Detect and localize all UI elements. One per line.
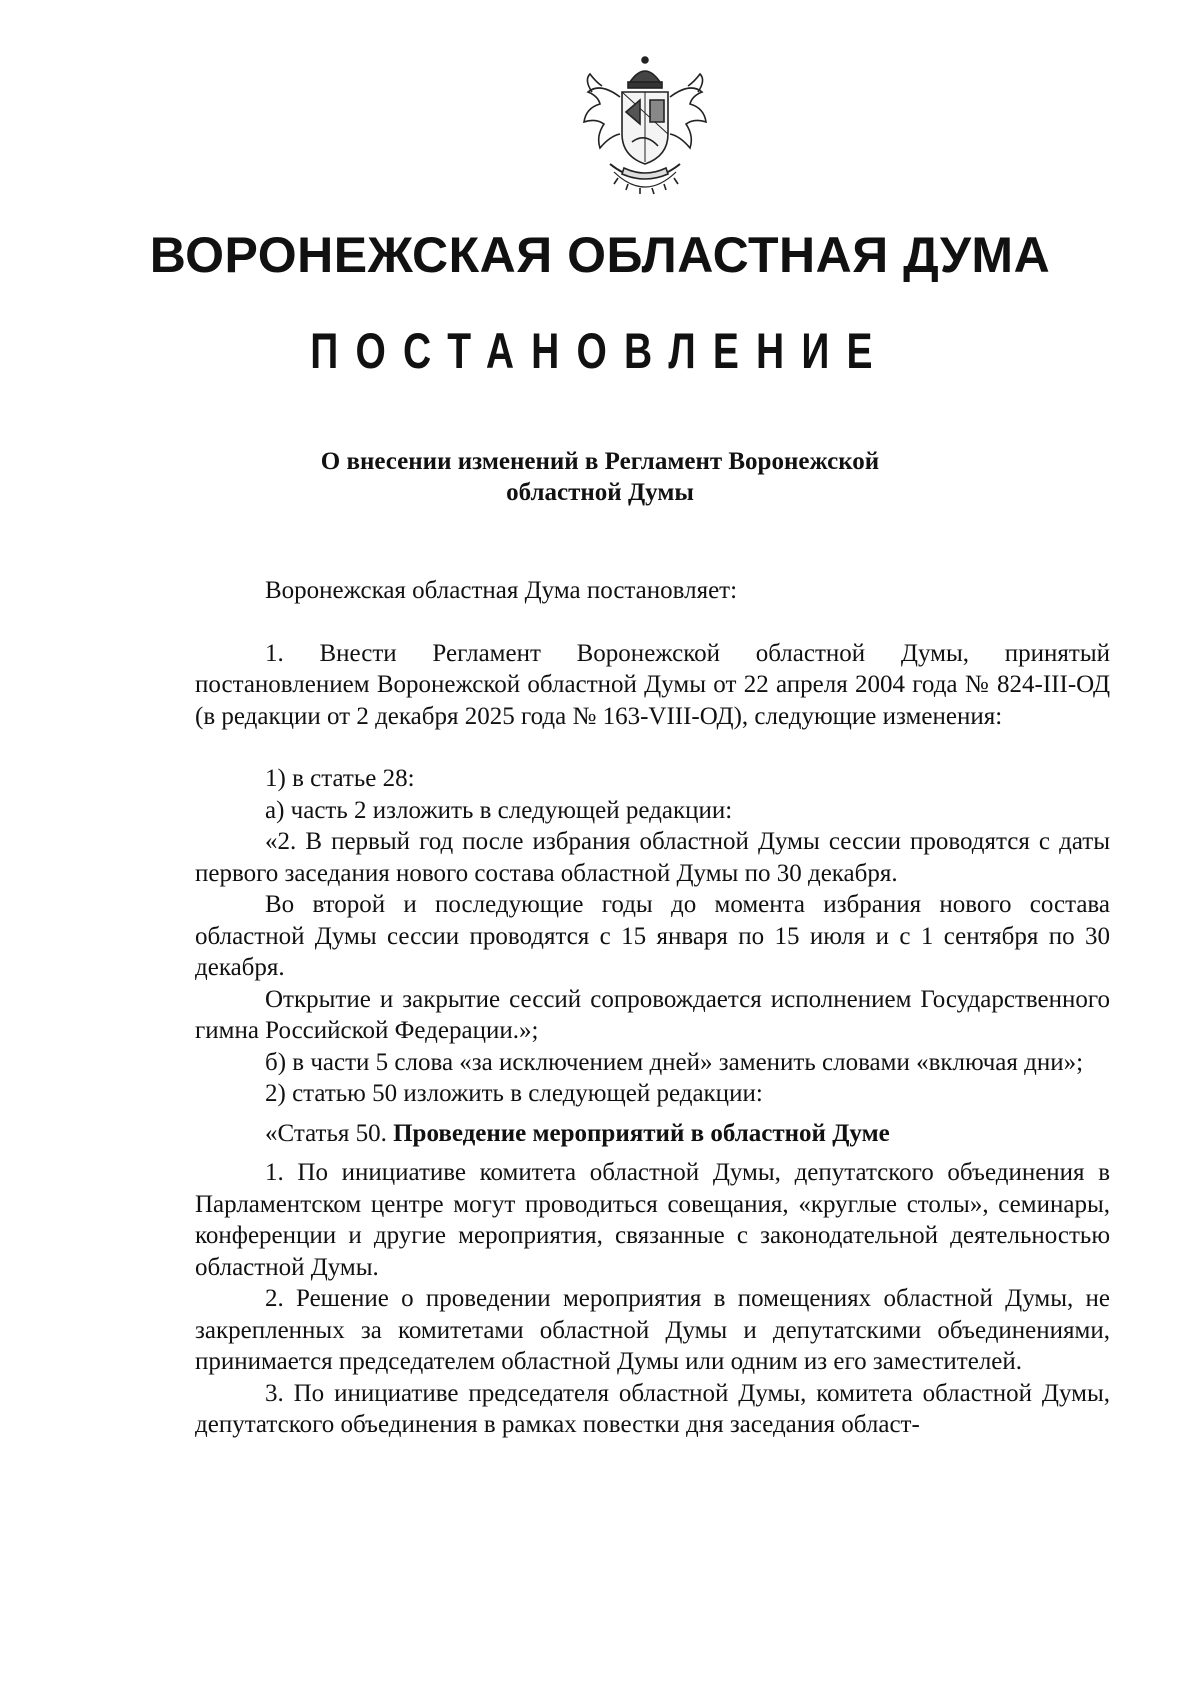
document-type-heading: ПОСТАНОВЛЕНИЕ — [310, 323, 890, 379]
part-2-paragraph-3: Открытие и закрытие сессий сопровождается исполнением Государственного гимна Российской Федерации.»; — [195, 985, 1110, 1044]
subject-line-2: областной Думы — [506, 479, 694, 506]
article-paragraph-2: 2. Решение о проведении мероприятия в помещениях областной Думы, не закрепленных за комитетами областной Думы и депутатскими объединениями, принимается председателем областной Думы или одним из его заместителей. — [195, 1285, 1110, 1375]
article-50-heading — [195, 1118, 1110, 1150]
part-2-paragraph-2: Во второй и последующие годы до момента избрания нового состава областной Думы сессии проводятся с 15 января по 15 июля и с 1 сентября по 30 декабря. — [195, 891, 1110, 981]
organization-title: ВОРОНЕЖСКАЯ ОБЛАСТНАЯ ДУМА — [149, 227, 1051, 283]
article-title: Проведение мероприятий в областной Думе — [393, 1119, 890, 1147]
subject-line-1: О внесении изменений в Регламент Воронежской — [320, 448, 880, 475]
document-subject — [200, 446, 1000, 508]
coat-of-arms-emblem — [570, 52, 720, 202]
document-body — [195, 575, 1110, 1441]
subitem-2-paragraph: 2) статью 50 изложить в следующей редакции: — [265, 1080, 763, 1107]
article-paragraph-3: 3. По инициативе председателя областной Думы, комитета областной Думы, депутатского объединения в рамках повестки дня заседания област- — [195, 1379, 1110, 1438]
subitem-1-paragraph: 1) в статье 28: — [265, 765, 415, 792]
subitem-1a-paragraph: а) часть 2 изложить в следующей редакции: — [265, 796, 733, 824]
item-1-paragraph: 1. Внести Регламент Воронежской областной Думы, принятый постановлением Воронежской областной Думы от 22 апреля 2004 года № 824-III-ОД (в редакции от 2 декабря 2025 года № 163-VIII-ОД), следующие изменения: — [195, 639, 1110, 730]
part-2-paragraph-1: «2. В первый год после избрания областной Думы сессии проводятся с даты первого заседания нового состава областной Думы по 30 декабря. — [195, 828, 1110, 887]
preamble-paragraph: Воронежская областная Дума постановляет: — [265, 577, 738, 604]
article-paragraph-1: 1. По инициативе комитета областной Думы, депутатского объединения в Парламентском центре могут проводиться совещания, «круглые столы», семинары, конференции и другие мероприятия, связанные с законодательной деятельностью областной Думы. — [195, 1159, 1110, 1281]
article-prefix: «Статья 50. — [265, 1119, 394, 1147]
subitem-1b-paragraph: б) в части 5 слова «за исключением дней» заменить словами «включая дни»; — [265, 1048, 1084, 1076]
